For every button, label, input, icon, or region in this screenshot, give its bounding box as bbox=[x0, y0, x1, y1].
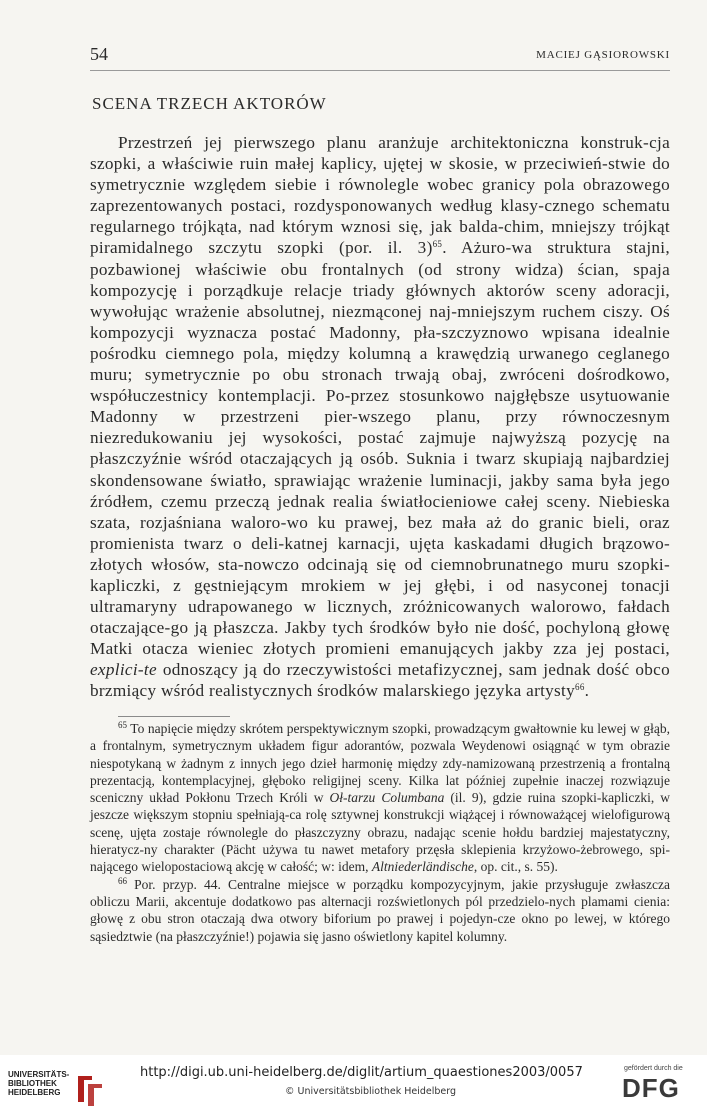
footnote-separator bbox=[118, 716, 230, 717]
footnote-text: Por. przyp. 44. Centralne miejsce w porządku kompozycyjnym, jakie przysługuje zwłaszcza obliczu Marii, akcentuje dodatkowo pas alternacji rozświetlonych pól przedzielo-nych plamami cienia: głowę z obu stron otaczają dwa otwory biforium po prawej i pojedyn-cze okno po lewej, w którego sąsiedztwie (na płaszczyźnie!) pojawia się jasno oświetlony kapitel kolumny. bbox=[90, 876, 670, 944]
library-name-line: UNIVERSITÄTS- bbox=[8, 1070, 70, 1079]
permalink-url[interactable]: http://digi.ub.uni-heidelberg.de/diglit/artium_quaestiones2003/0057 bbox=[140, 1065, 583, 1080]
digitization-footer bbox=[0, 1055, 707, 1109]
section-title: SCENA TRZECH AKTORÓW bbox=[92, 94, 327, 113]
library-name-line: HEIDELBERG bbox=[8, 1088, 61, 1097]
dfg-logo[interactable]: DFG bbox=[622, 1073, 680, 1103]
page-number: 54 bbox=[90, 44, 108, 64]
library-name-line: BIBLIOTHEK bbox=[8, 1079, 57, 1088]
library-mark-icon bbox=[74, 1072, 108, 1106]
footnote-italic: Altniederländische bbox=[371, 859, 474, 875]
footnotes bbox=[90, 720, 670, 945]
footnote-italic: Oł-tarzu Columbana bbox=[329, 790, 445, 806]
footnote-text: (il. 9), gdzie ruina szopki-kapliczki, w jeszcze większym stopniu spełniają-ca rolę sztywnej konstrukcji wiążącej i równoważącej wielofigurową scenę, ujęta zostaje równolegle do płaszczyzny obrazu, nadając scenie hołdu bardziej majestatyczny, hieratycz-ny charakter (Pächt używa tu nawet metafory przęsła sklepienia krzyżowo-żebrowego, spi-nającego wielopostaciową akcję w całość; w: idem, bbox=[90, 790, 670, 875]
footnote-ref[interactable]: 65 bbox=[432, 239, 443, 250]
library-logo[interactable] bbox=[8, 1070, 69, 1097]
body-text-part: odnoszący ją do rzeczywistości metafizycznej, sam jednak dość obco brzmiący wśród realistycznych środków malarskiego języka artysty bbox=[90, 660, 670, 701]
footnote-ref[interactable]: 66 bbox=[575, 682, 585, 693]
footnote-number: 65 bbox=[118, 720, 127, 730]
copyright-notice: © Universitätsbibliothek Heidelberg bbox=[285, 1086, 457, 1097]
footnote-number: 66 bbox=[118, 875, 127, 886]
running-head-author: MACIEJ GĄSIOROWSKI bbox=[536, 49, 670, 61]
funding-caption: gefördert durch die bbox=[624, 1065, 683, 1072]
body-italic-term: explici-te bbox=[90, 660, 157, 680]
running-header bbox=[90, 44, 670, 71]
footnote-65 bbox=[90, 720, 670, 876]
body-text-part: Przestrzeń jej pierwszego planu aranżuje architektoniczna konstruk-cja szopki, a właściwie ruin małej kaplicy, ujętej w skosie, w przeciwień-stwie do symetrycznie względem siebie i równolegle wobec granicy pola obrazowego zaprezentowanych postaci, rozdysponowanych według klasy-cznego schematu regularnego trójkąta, nad którym wznosi się, jak balda-chim, mniejszy trójkąt piramidalnego szczytu szopki (por. il. 3) bbox=[90, 133, 670, 258]
body-text-part: . Ażuro-wa struktura stajni, pozbawionej właściwie obu frontalnych (od strony widza) ścian, spaja kompozycję i porządkuje relacje triady głównych aktorów sceny adoracji, wywołując wrażenie absolutnej, niezmąconej naj-mniejszym ruchem ciszy. Oś kompozycji wyznacza postać Madonny, pła-szczyznowo wpisana idealnie pośrodku ciemnego pola, między kolumną a krawędzią urwanego ceglanego muru; symetrycznie po obu stronach trwają obaj, zwróceni dośrodkowo, współuczestnicy kontemplacji. Po-przez stosunkowo najgłębsze usytuowanie Madonny w przestrzeni pier-wszego planu, przy równoczesnym niezredukowaniu jej wysokości, postać zajmuje najwyższą pozycję na płaszczyźnie wśród otaczających ją osób. Suknia i twarz skupiają najbardziej skondensowane światło, sprawiając wrażenie luminacji, jakby sama była jego źródłem, czemu przeczą jednak realia światłocieniowe całej sceny. Niebieska szata, rozjaśniana waloro-wo ku prawej, bez mała aż do granic bieli, oraz promienista twarz o deli-katnej karnacji, ujęta kaskadami długich brązowo-złotych włosów, sta-nowczo odcinają się od ciemnobrunatnego muru szopki-kapliczki, z gęstniejącym mrokiem w jej głębi, i od nasyconej tonacji ultramaryny udrapowanego w licznych, zróżnicowanych walorowo, fałdach otaczające-go ją płaszcza. Jakby tych środków było nie dość, pochyloną głowę Matki otacza wieniec złotych promieni emanujących jakby zza jej postaci, bbox=[90, 238, 670, 659]
footnote-text: To napięcie między skrótem perspektywicznym szopki, prowadzącym gwałtownie ku lewej w głąb, a frontalnym, symetrycznym układem figur adorantów, pozwala Weydenowi osiągnąć w tym obrazie niespotykaną w żadnym z innych jego dzieł harmonię między zdy-namizowaną przestrzenią a frontalną prezentacją, kontemplacyjnej, głęboko religijnej sceny. Kilka lat później zupełnie inaczej rozwiązuje sceniczny układ Pokłonu Trzech Króli w bbox=[90, 721, 670, 806]
footnote-66 bbox=[90, 876, 670, 945]
footnote-text: , op. cit., s. 55). bbox=[473, 859, 558, 875]
body-text-part: . bbox=[584, 681, 590, 701]
body-paragraph bbox=[90, 132, 670, 702]
